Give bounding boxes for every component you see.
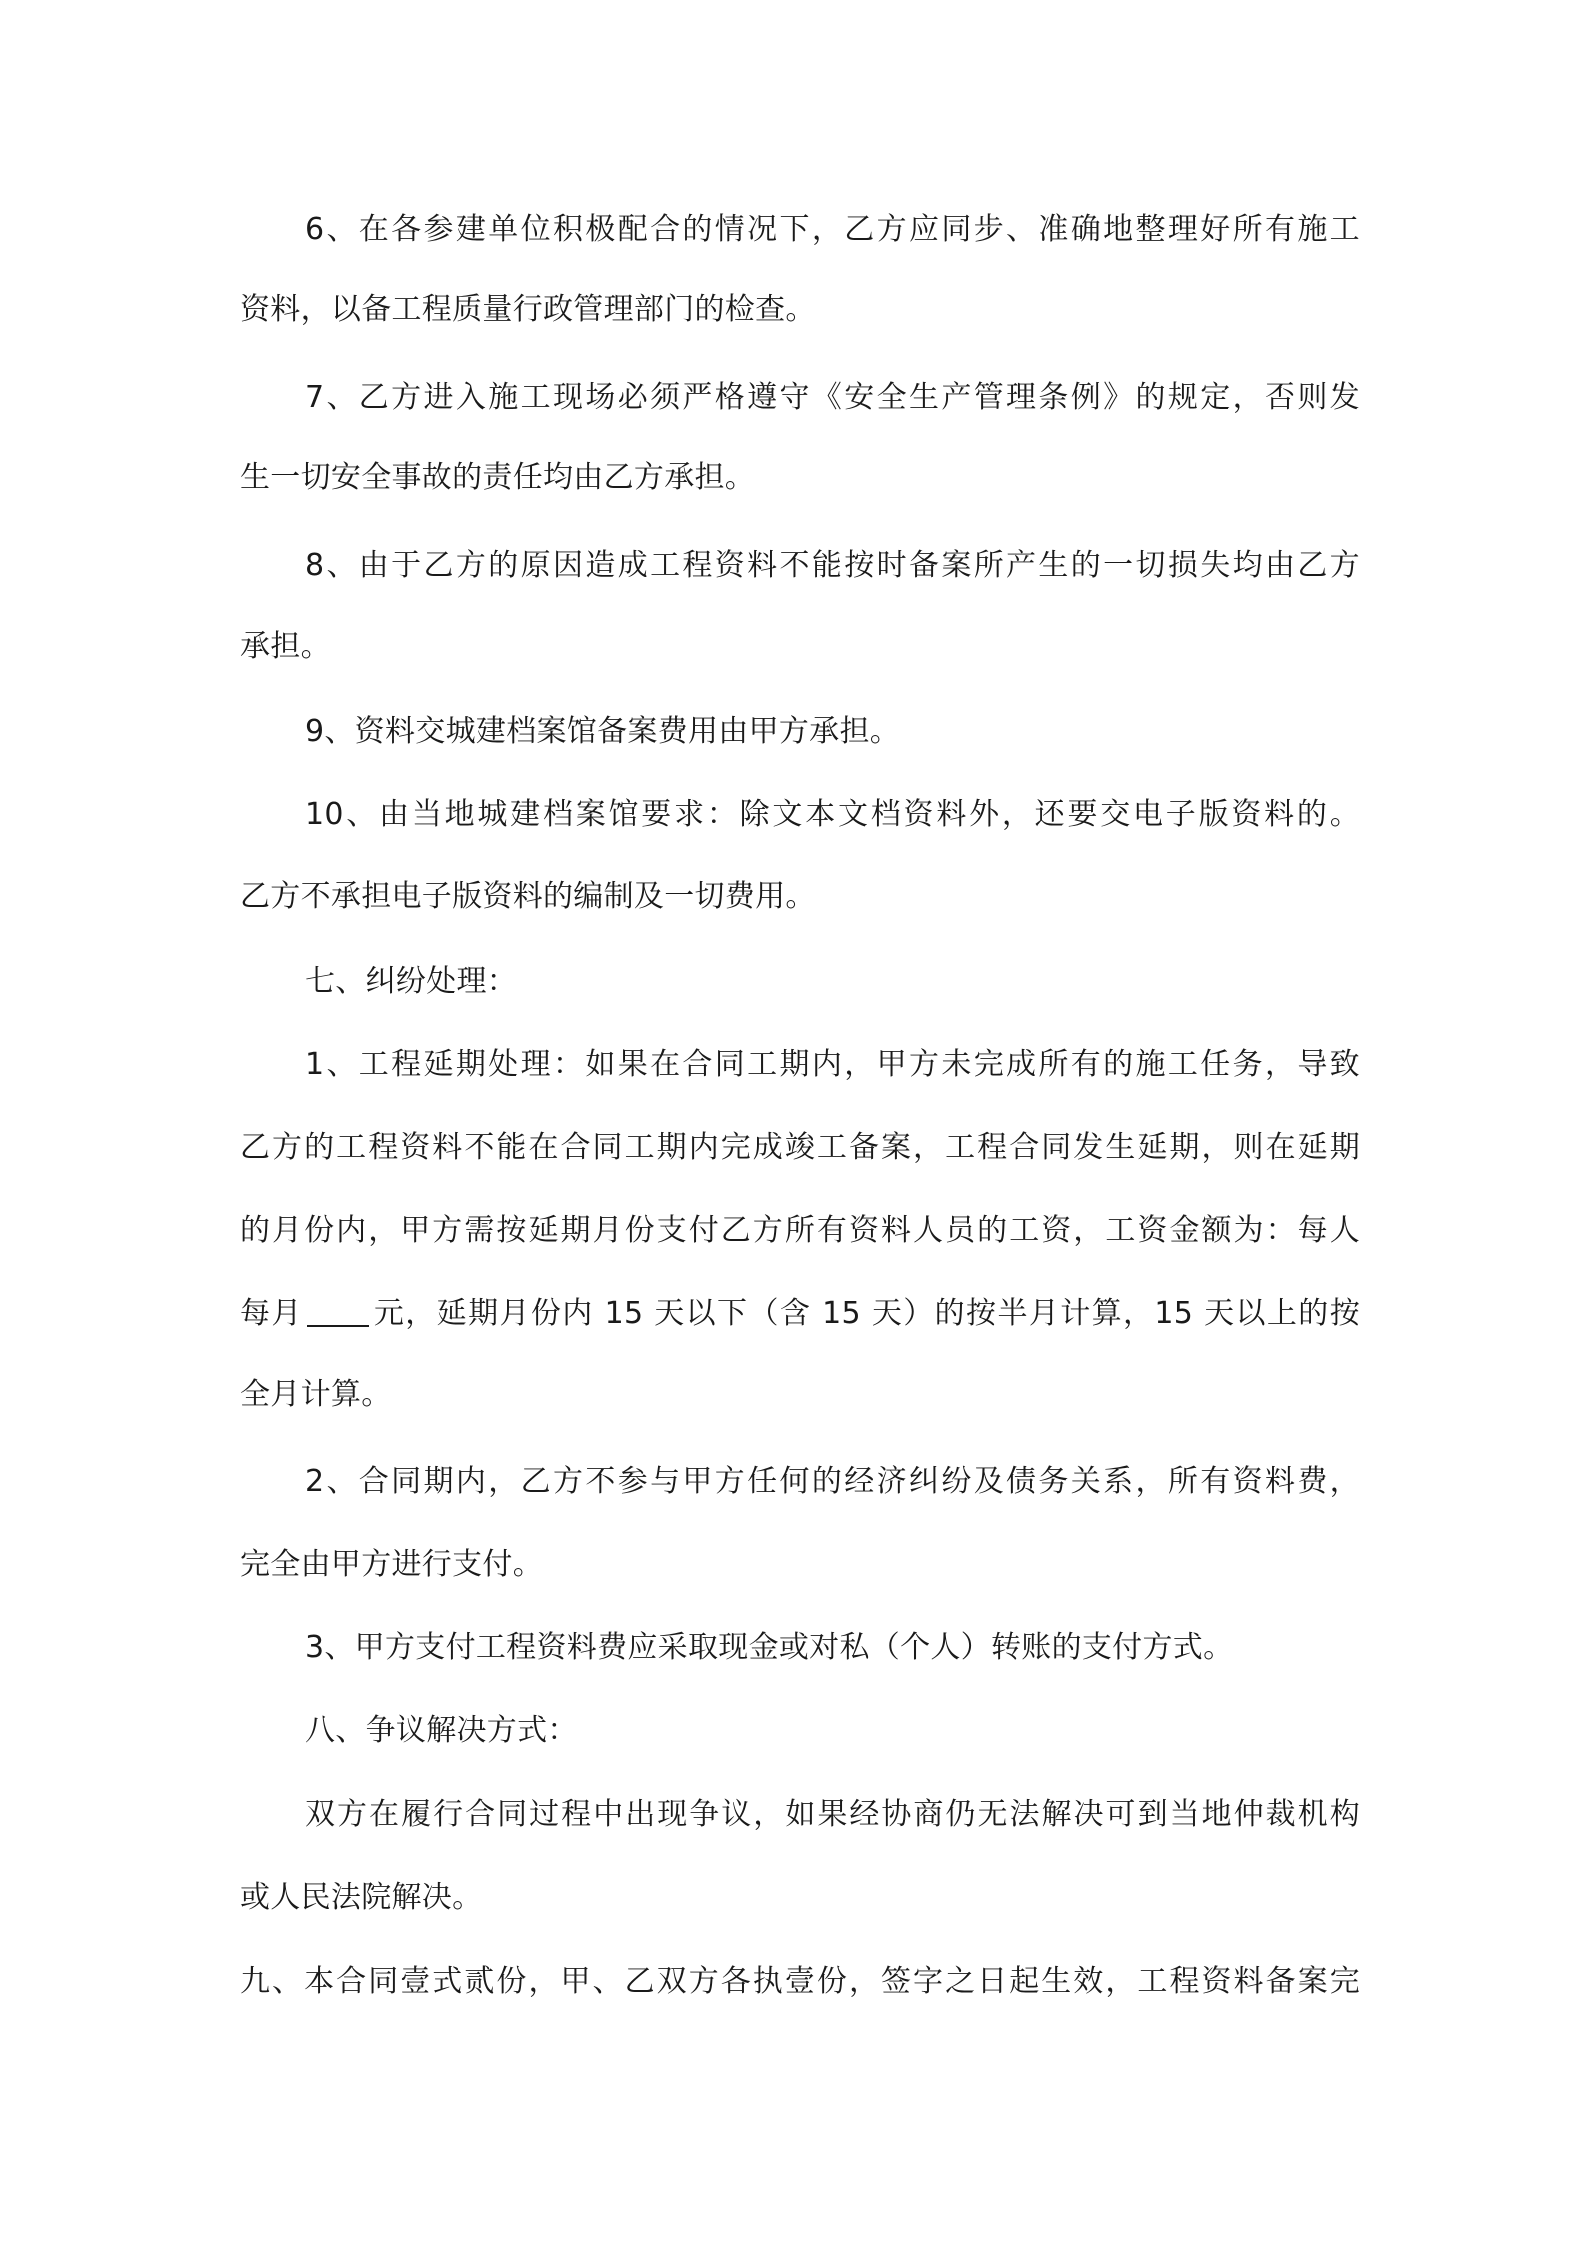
paragraph-line: 乙方不承担电子版资料的编制及一切费用。 (240, 879, 816, 914)
paragraph-line: 生一切安全事故的责任均由乙方承担。 (240, 460, 756, 495)
text-segment: 每月 (240, 1296, 303, 1331)
paragraph-line: 6、在各参建单位积极配合的情况下，乙方应同步、准确地整理好所有施工 (305, 212, 1360, 247)
paragraph-line: 8、由于乙方的原因造成工程资料不能按时备案所产生的一切损失均由乙方 (305, 548, 1360, 583)
paragraph-line: 10、由当地城建档案馆要求：除文本文档资料外，还要交电子版资料的。 (305, 797, 1360, 832)
text-segment: 元，延期月份内 15 天以下（含 15 天）的按半月计算，15 天以上的按 (372, 1296, 1360, 1331)
paragraph-line: 资料，以备工程质量行政管理部门的检查。 (240, 292, 816, 327)
paragraph-line: 9、资料交城建档案馆备案费用由甲方承担。 (305, 714, 901, 749)
paragraph-line: 1、工程延期处理：如果在合同工期内，甲方未完成所有的施工任务，导致 (305, 1047, 1360, 1082)
paragraph-line: 的月份内，甲方需按延期月份支付乙方所有资料人员的工资，工资金额为：每人 (240, 1213, 1360, 1248)
section-heading: 八、争议解决方式： (305, 1713, 578, 1748)
paragraph-line: 完全由甲方进行支付。 (240, 1547, 543, 1582)
paragraph-line: 或人民法院解决。 (240, 1880, 483, 1915)
paragraph-line: 3、甲方支付工程资料费应采取现金或对私（个人）转账的支付方式。 (305, 1630, 1234, 1665)
paragraph-line-with-blank (240, 1294, 1360, 1334)
paragraph-line: 乙方的工程资料不能在合同工期内完成竣工备案，工程合同发生延期，则在延期 (240, 1130, 1360, 1165)
section-heading: 九、本合同壹式贰份，甲、乙双方各执壹份，签字之日起生效，工程资料备案完 (240, 1964, 1360, 1999)
section-heading: 七、纠纷处理： (305, 964, 518, 999)
blank-amount-field (307, 1295, 369, 1327)
paragraph-line: 承担。 (240, 629, 331, 664)
paragraph-line: 7、乙方进入施工现场必须严格遵守《安全生产管理条例》的规定，否则发 (305, 380, 1360, 415)
paragraph-line: 全月计算。 (240, 1377, 392, 1412)
paragraph-line: 双方在履行合同过程中出现争议，如果经协商仍无法解决可到当地仲裁机构 (305, 1797, 1360, 1832)
paragraph-line: 2、合同期内，乙方不参与甲方任何的经济纠纷及债务关系，所有资料费， (305, 1464, 1360, 1499)
